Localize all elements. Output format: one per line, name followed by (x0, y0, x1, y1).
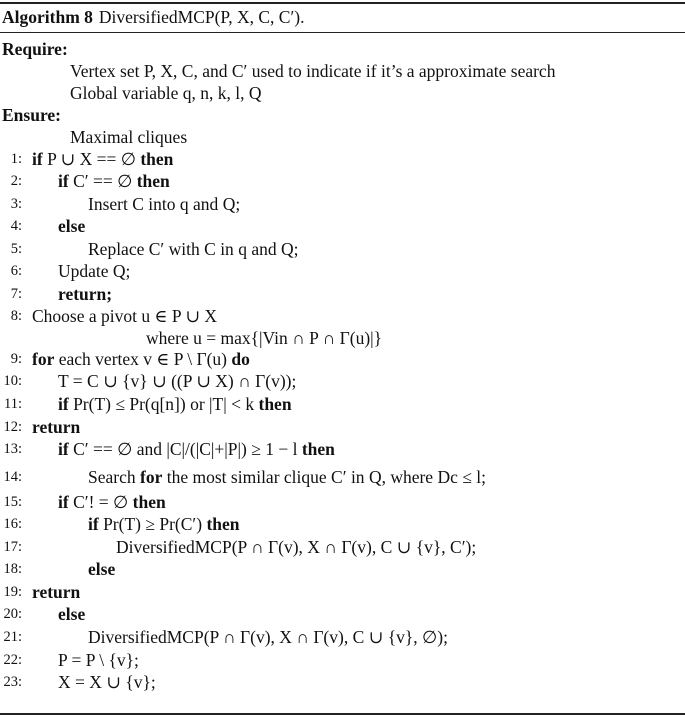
step-number: 13: (3, 441, 22, 457)
step-number: 12: (3, 419, 22, 435)
step-number: 20: (3, 606, 22, 622)
step-text: return; (58, 284, 113, 304)
step-text: for each vertex v ∈ P \ Γ(u) do (32, 349, 250, 369)
step-number: 22: (3, 652, 22, 668)
step-number: 10: (3, 373, 22, 389)
step-text: P = P \ {v}; (58, 650, 139, 670)
step-text: return (32, 417, 81, 437)
step-number: 4: (10, 218, 22, 234)
step-number: 21: (3, 629, 22, 645)
bottom-rule (0, 713, 685, 715)
step-text: where u = max{|Vin ∩ P ∩ Γ(u)|} (146, 328, 383, 348)
step-number: 7: (10, 286, 22, 302)
step-number: 9: (10, 351, 22, 367)
step-number: 3: (10, 196, 22, 212)
ensure-text: Maximal cliques (70, 127, 188, 147)
step-text: if Pr(T) ≤ Pr(q[n]) or |T| < k then (58, 394, 292, 414)
step-number: 11: (4, 396, 22, 412)
step-text: X = X ∪ {v}; (58, 672, 156, 692)
step-text: DiversifiedMCP(P ∩ Γ(v), X ∩ Γ(v), C ∪ {v}, ∅); (88, 627, 448, 647)
step-number: 14: (3, 469, 22, 485)
step-text: Update Q; (58, 261, 131, 281)
caption-label: Algorithm 8 (2, 7, 93, 27)
step-text: T = C ∪ {v} ∪ ((P ∪ X) ∩ Γ(v)); (58, 371, 297, 391)
step-text: DiversifiedMCP(P ∩ Γ(v), X ∩ Γ(v), C ∪ {v}, C′); (116, 537, 477, 557)
step-text: Choose a pivot u ∈ P ∪ X (32, 306, 218, 326)
step-text: if C′! = ∅ then (58, 492, 166, 512)
step-text: Replace C′ with C in q and Q; (88, 239, 299, 259)
step-number: 6: (10, 263, 22, 279)
require-text: Global variable q, n, k, l, Q (70, 83, 262, 103)
step-number: 19: (3, 584, 22, 600)
step-number: 15: (3, 494, 22, 510)
step-text: if C′ == ∅ and |C|/(|C|+|P|) ≥ 1 − l then (58, 439, 335, 459)
step-text: else (88, 559, 116, 579)
step-text: if P ∪ X == ∅ then (32, 149, 174, 169)
step-number: 8: (10, 308, 22, 324)
step-text: Insert C into q and Q; (88, 194, 241, 214)
step-text: return (32, 582, 81, 602)
require-label: Require: (2, 39, 68, 59)
caption-rule (0, 32, 685, 33)
step-number: 18: (3, 561, 22, 577)
step-text: Search for the most similar clique C′ in Q, where Dc ≤ l; (88, 467, 486, 487)
step-number: 5: (10, 241, 22, 257)
step-number: 17: (3, 539, 22, 555)
step-number: 16: (3, 516, 22, 532)
step-number: 1: (10, 151, 22, 167)
top-rule (0, 2, 685, 4)
require-text: Vertex set P, X, C, and C′ used to indicate if it’s a approximate search (70, 61, 556, 81)
step-number: 2: (10, 173, 22, 189)
ensure-label: Ensure: (2, 105, 61, 125)
step-number: 23: (3, 674, 22, 690)
caption-name: DiversifiedMCP(P, X, C, C′). (98, 7, 305, 27)
step-text: if C′ == ∅ then (58, 171, 170, 191)
step-text: if Pr(T) ≥ Pr(C′) then (88, 514, 240, 534)
step-text: else (58, 604, 86, 624)
step-text: else (58, 216, 86, 236)
algorithm-caption (2, 6, 304, 28)
